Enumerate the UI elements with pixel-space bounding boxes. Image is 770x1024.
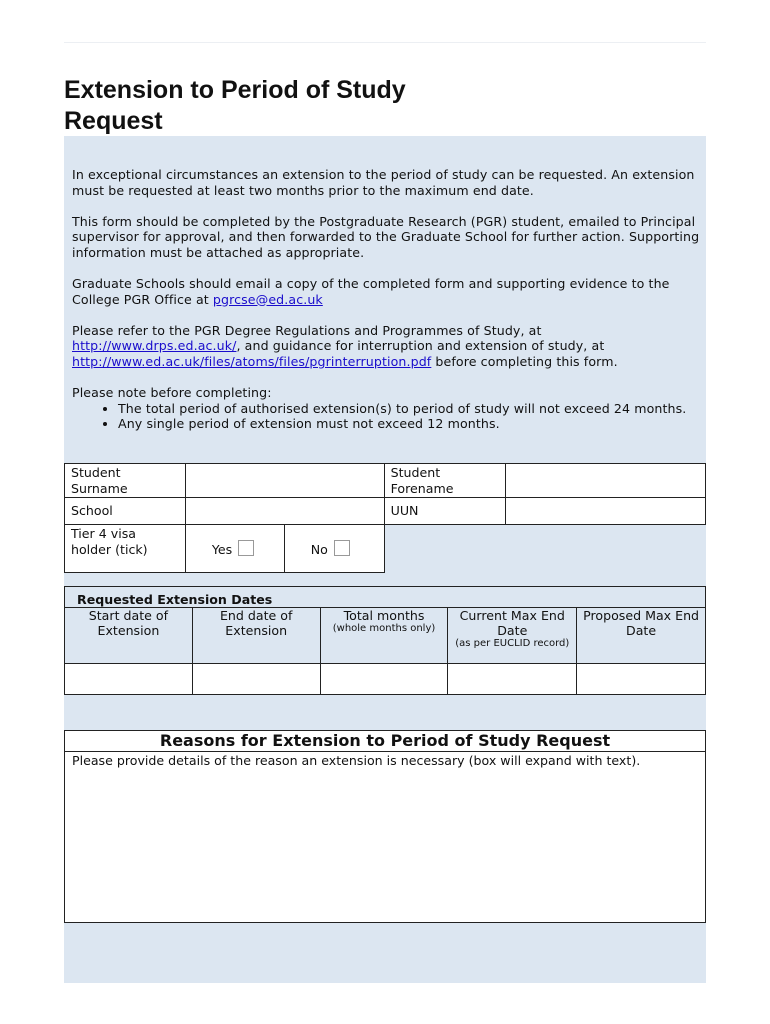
reasons-box [64, 730, 706, 923]
end-date-header [192, 608, 320, 664]
note-heading: Please note before completing: [72, 384, 272, 400]
visa-yes-checkbox[interactable] [238, 540, 254, 556]
surname-field[interactable] [185, 464, 384, 498]
visa-label: Tier 4 visa holder (tick) [65, 525, 186, 573]
start-date-header [65, 608, 193, 664]
visa-yes-label: Yes [211, 541, 233, 557]
end-date-header-label: End date of Extension [219, 608, 293, 638]
blank-cell [384, 525, 705, 573]
school-label: School [65, 498, 186, 525]
table-row [65, 664, 706, 695]
proposed-max-header-label: Proposed Max End Date [583, 608, 700, 638]
start-date-field[interactable] [65, 664, 193, 695]
intro-paragraph-1: In exceptional circumstances an extension to the period of study can be requested. An extension must be requested at least two months prior to the maximum end date. [72, 167, 695, 198]
visa-no-cell [284, 525, 384, 573]
reasons-instructions: Please provide details of the reason an extension is necessary (box will expand with text). [72, 753, 641, 768]
proposed-max-field[interactable] [577, 664, 706, 695]
intro-section [72, 167, 702, 432]
uun-field[interactable] [506, 498, 706, 525]
current-max-field[interactable] [448, 664, 577, 695]
visa-yes-cell [185, 525, 284, 573]
note-list [72, 401, 702, 432]
form-title-line-1: Extension to Period of Study [64, 76, 406, 104]
table-row [65, 525, 706, 573]
intro-paragraph-4-text-3: before completing this form. [431, 353, 618, 369]
uun-label: UUN [384, 498, 506, 525]
student-details-table [64, 463, 706, 573]
visa-no-checkbox[interactable] [334, 540, 350, 556]
form-title [64, 75, 406, 137]
intro-paragraph-3 [72, 276, 702, 307]
pgr-office-email-link[interactable]: pgrcse@ed.ac.uk [212, 291, 323, 307]
extension-dates-title: Requested Extension Dates [65, 587, 706, 608]
title-area [64, 43, 706, 136]
visa-no-label: No [310, 541, 328, 557]
intro-paragraph-4-text-1: Please refer to the PGR Degree Regulations and Programmes of Study, at [72, 322, 542, 338]
reasons-text-area[interactable] [72, 753, 698, 769]
form-page [64, 42, 706, 983]
forename-field[interactable] [506, 464, 706, 498]
note-list-item: • The total period of authorised extension(s) to period of study will not exceed 24 months. [118, 401, 702, 417]
proposed-max-header [577, 608, 706, 664]
interruption-guidance-link[interactable]: http://www.ed.ac.uk/files/atoms/files/pgrinterruption.pdf [72, 353, 432, 369]
start-date-header-label: Start date of Extension [88, 608, 169, 638]
table-row [65, 587, 706, 608]
intro-paragraph-3-text: Graduate Schools should email a copy of the completed form and supporting evidence to the College PGR Office at [72, 275, 670, 307]
current-max-header [448, 608, 577, 664]
drps-link[interactable]: http://www.drps.ed.ac.uk/ [72, 338, 237, 354]
form-title-line-2: Request [64, 107, 163, 135]
extension-dates-table [64, 586, 706, 695]
table-row [65, 464, 706, 498]
note-list-item: • Any single period of extension must not exceed 12 months. [118, 416, 702, 432]
total-months-header-label: Total months [343, 608, 425, 623]
current-max-header-label: Current Max End Date [459, 608, 565, 638]
current-max-note: (as per EUCLID record) [455, 638, 570, 649]
total-months-note: (whole months only) [332, 623, 436, 634]
school-field[interactable] [185, 498, 384, 525]
intro-paragraph-4 [72, 323, 702, 370]
intro-paragraph-4-text-2: , and guidance for interruption and extension of study, at [236, 338, 605, 354]
total-months-header [320, 608, 448, 664]
end-date-field[interactable] [192, 664, 320, 695]
reasons-title: Reasons for Extension to Period of Study Request [65, 731, 705, 752]
table-row [65, 498, 706, 525]
intro-paragraph-2: This form should be completed by the Postgraduate Research (PGR) student, emailed to Principal supervisor for approval, and then forwarded to the Graduate School for further action. Supporting information must be attached as appropriate. [72, 213, 700, 260]
forename-label: Student Forename [384, 464, 506, 498]
table-row [65, 608, 706, 664]
surname-label: Student Surname [65, 464, 186, 498]
total-months-field[interactable] [320, 664, 448, 695]
